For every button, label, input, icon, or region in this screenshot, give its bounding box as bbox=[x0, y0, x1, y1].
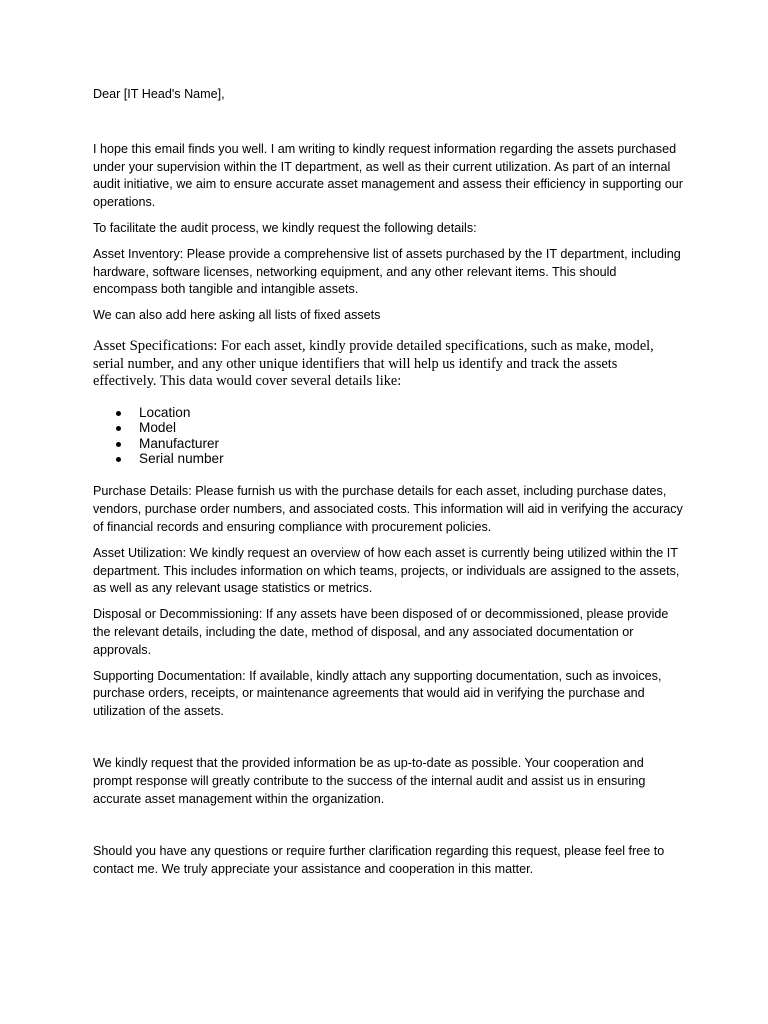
closing-contact-paragraph: Should you have any questions or require further clarification regarding this request, please feel free to contact me. We truly appreciate your assistance and cooperation in this matter. bbox=[93, 844, 665, 877]
asset-utilization-text: We kindly request an overview of how each asset is currently being utilized within the IT department. This includes information on which teams, projects, or individuals are assigned to the assets, as well as any relevant usage statistics or metrics. bbox=[93, 545, 680, 596]
asset-utilization-paragraph bbox=[93, 545, 683, 598]
asset-inventory-paragraph bbox=[93, 246, 683, 299]
disposal-text: If any assets have been disposed of or decommissioned, please provide the relevant details, including the date, method of disposal, and any associated documentation or approvals. bbox=[93, 607, 669, 657]
intro-paragraph: I hope this email finds you well. I am writing to kindly request information regarding the assets purchased under your supervision within the IT department, as well as their current utilization. As part of an internal audit initiative, we aim to ensure accurate asset management and assess their efficiency in supporting our operations. bbox=[93, 141, 683, 210]
asset-specifications-paragraph bbox=[93, 338, 683, 391]
list-item-label: Model bbox=[139, 420, 177, 436]
list-item-label: Location bbox=[139, 404, 191, 420]
bullet-icon bbox=[116, 442, 121, 447]
bullet-icon bbox=[116, 426, 121, 431]
greeting: Dear [IT Head's Name], bbox=[93, 87, 225, 101]
closing-request-paragraph: We kindly request that the provided information be as up-to-date as possible. Your cooperation and prompt response will greatly contribute to the success of the internal audit and assist us in ensuring accurate asset management within the organization. bbox=[93, 755, 646, 806]
supporting-docs-paragraph bbox=[93, 668, 683, 721]
list-item-label: Serial number bbox=[139, 450, 224, 466]
purchase-details-text: Please furnish us with the purchase details for each asset, including purchase dates, vendors, purchase order numbers, and associated costs. This information will aid in verifying the accuracy of financial records and ensuring compliance with procurement policies. bbox=[93, 484, 683, 534]
list-item bbox=[93, 436, 683, 451]
list-item bbox=[93, 405, 683, 420]
fixed-assets-note: We can also add here asking all lists of fixed assets bbox=[93, 308, 381, 323]
disposal-paragraph bbox=[93, 606, 683, 659]
bullet-icon bbox=[116, 411, 121, 416]
spec-items-list bbox=[93, 405, 683, 467]
letter-body bbox=[93, 86, 683, 879]
asset-utilization-label: Asset Utilization: bbox=[93, 545, 187, 560]
bullet-icon bbox=[116, 457, 121, 462]
list-item-label: Manufacturer bbox=[139, 435, 220, 451]
disposal-label: Disposal or Decommissioning: bbox=[93, 607, 263, 622]
facilitate-paragraph: To facilitate the audit process, we kindly request the following details: bbox=[93, 220, 477, 235]
purchase-details-paragraph bbox=[93, 483, 683, 536]
supporting-docs-text: If available, kindly attach any supporting documentation, such as invoices, purchase orders, receipts, or maintenance agreements that would aid in verifying the purchase and utilization of the assets. bbox=[93, 668, 662, 719]
asset-specifications-text: : For each asset, kindly provide detailed specifications, such as make, model, serial number, and any other unique identifiers that will help us identify and track the assets effectively. This data would cover several details like: bbox=[93, 337, 654, 390]
supporting-docs-label: Supporting Documentation: bbox=[93, 668, 246, 683]
purchase-details-label: Purchase Details: bbox=[93, 484, 192, 499]
list-item bbox=[93, 451, 683, 466]
list-item bbox=[93, 420, 683, 435]
asset-inventory-text: Please provide a comprehensive list of assets purchased by the IT department, including hardware, software licenses, networking equipment, and any other relevant items. This should encompass both tangible and intangible assets. bbox=[93, 246, 681, 297]
asset-inventory-label: Asset Inventory: bbox=[93, 246, 184, 261]
asset-specifications-label: Asset Specifications bbox=[93, 337, 214, 354]
